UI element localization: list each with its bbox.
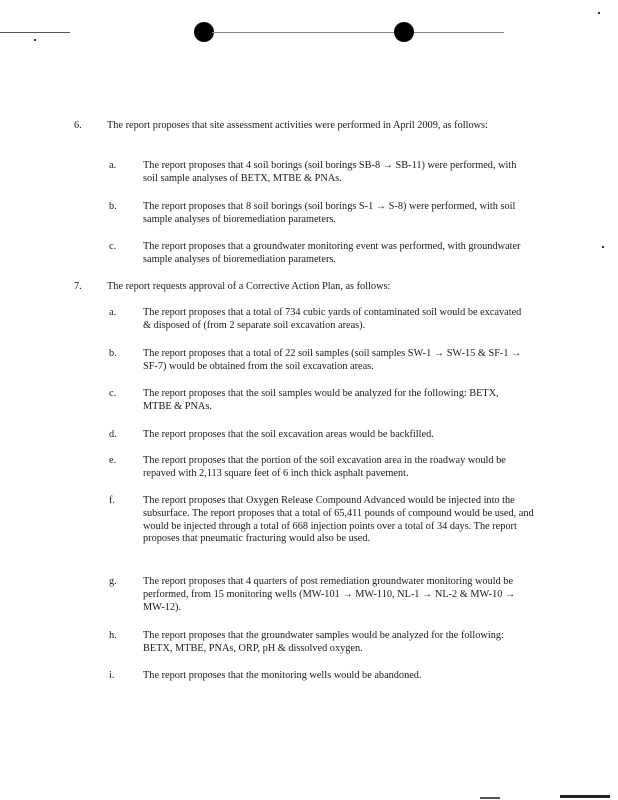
subitem-text: The report proposes that the soil excavation areas would be backfilled.	[143, 429, 434, 440]
scan-artifact-speck	[602, 246, 604, 248]
item-number: 7.	[74, 281, 82, 292]
scan-artifact-speck	[560, 795, 610, 798]
subitem-letter: e.	[109, 455, 117, 466]
scan-artifact-line	[0, 32, 70, 33]
subitem-text: The report proposes that the portion of the soil excavation area in the roadway would be repaved with 2,113 square feet of 6 inch thick asphalt pavement.	[143, 455, 506, 479]
subitem-text: The report proposes that Oxygen Release Compound Advanced would be injected into the subsurface. The report proposes that a total of 65,411 pounds of compound would be used, and would be injected through a total of 668 injection points over a total of 34 days. The report proposes that pneumatic fracturing would also be used.	[143, 495, 534, 545]
subitem-letter: h.	[109, 630, 117, 641]
subitem-letter: i.	[109, 670, 115, 681]
subitem-text: The report proposes that the groundwater samples would be analyzed for the following: BETX, MTBE, PNAs, ORP, pH & dissolved oxygen.	[143, 630, 504, 654]
scan-artifact-speck	[480, 797, 500, 799]
subitem-text: The report proposes that 4 quarters of post remediation groundwater monitoring would be performed, from 15 monitoring wells (MW-101 → MW-110, NL-1 → NL-2 & MW-10 → MW-12).	[143, 576, 516, 613]
subitem-letter: d.	[109, 429, 117, 440]
subitem-letter: a.	[109, 307, 117, 318]
subitem-letter: a.	[109, 160, 117, 171]
subitem-text: The report proposes that 4 soil borings (soil borings SB-8 → SB-11) were performed, with soil sample analyses of BETX, MTBE & PNAs.	[143, 160, 517, 184]
subitem-letter: b.	[109, 348, 117, 359]
subitem-letter: c.	[109, 388, 117, 399]
subitem-letter: f.	[109, 495, 116, 506]
item-number: 6.	[74, 120, 82, 131]
subitem-text: The report proposes that the soil samples would be analyzed for the following: BETX, MTBE & PNAs.	[143, 388, 499, 412]
scan-artifact-line	[212, 32, 394, 33]
subitem-text: The report proposes that a groundwater monitoring event was performed, with groundwater sample analyses of bioremediation parameters.	[143, 241, 521, 265]
subitem-text: The report proposes that 8 soil borings (soil borings S-1 → S-8) were performed, with soil sample analyses of bioremediation parameters.	[143, 201, 516, 225]
scan-artifact-line	[414, 32, 504, 33]
subitem-text: The report proposes that a total of 734 cubic yards of contaminated soil would be excavated & disposed of (from 2 separate soil excavation areas).	[143, 307, 522, 331]
subitem-letter: g.	[109, 576, 117, 587]
subitem-text: The report proposes that the monitoring wells would be abandoned.	[143, 670, 422, 681]
subitem-letter: b.	[109, 201, 117, 212]
item-text: The report proposes that site assessment activities were performed in April 2009, as follows:	[107, 120, 488, 131]
binder-hole	[194, 22, 214, 42]
subitem-letter: c.	[109, 241, 117, 252]
scan-artifact-speck	[34, 39, 36, 41]
item-text: The report requests approval of a Corrective Action Plan, as follows:	[107, 281, 391, 292]
binder-hole	[394, 22, 414, 42]
subitem-text: The report proposes that a total of 22 soil samples (soil samples SW-1 → SW-15 & SF-1 → SF-7) would be obtained from the soil excavation areas.	[143, 348, 522, 372]
scan-artifact-speck	[598, 12, 600, 14]
